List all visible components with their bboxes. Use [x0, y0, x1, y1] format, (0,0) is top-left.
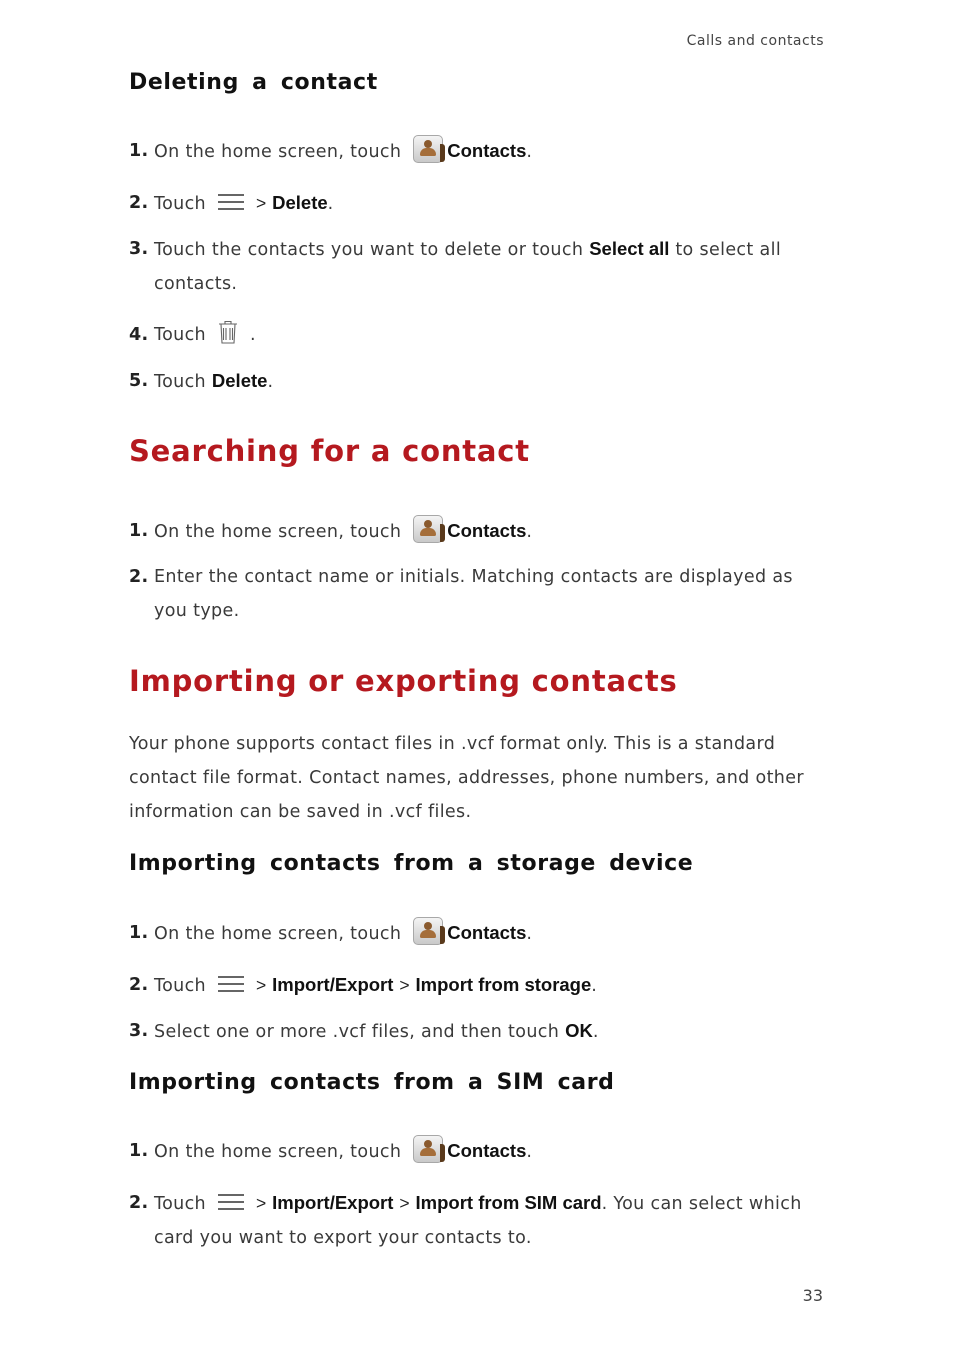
step-text: Touch — [154, 1194, 206, 1214]
step-number: 2. — [129, 193, 149, 213]
step-punct: . — [526, 142, 533, 162]
separator: > — [399, 975, 410, 995]
delete-label: Delete — [211, 370, 268, 391]
contacts-label: Contacts — [447, 922, 527, 943]
step-text: Touch — [154, 976, 206, 996]
step-number: 1. — [129, 1141, 149, 1161]
heading-import-sim: Importing contacts from a SIM card — [129, 1070, 615, 1095]
menu-icon — [218, 1192, 244, 1212]
contacts-app-icon — [413, 515, 443, 543]
step-number: 1. — [129, 521, 149, 541]
step-text: On the home screen, touch — [154, 142, 402, 162]
step-punct: . — [267, 372, 274, 392]
heading-searching-contact: Searching for a contact — [129, 434, 530, 468]
search-step-1 — [129, 514, 829, 549]
trash-icon — [218, 320, 238, 344]
import-from-sim-label: Import from SIM card — [415, 1192, 602, 1213]
step-number: 3. — [129, 1021, 149, 1041]
heading-import-storage: Importing contacts from a storage device — [129, 851, 694, 876]
step-text: . You can select which card you want to export your contacts to. — [154, 1194, 802, 1248]
contacts-app-icon — [413, 917, 443, 945]
step-text: Touch — [154, 325, 206, 345]
step-punct: . — [526, 1142, 533, 1162]
step-number: 3. — [129, 239, 149, 259]
step-number: 1. — [129, 923, 149, 943]
vcf-intro-paragraph: Your phone supports contact files in .vcf format only. This is a standard contact file format. Contact names, addresses, phone numbers, and other information can be saved in .vcf files. — [129, 734, 804, 822]
contacts-app-icon — [413, 1135, 443, 1163]
storage-step-2 — [129, 968, 829, 1003]
import-from-storage-label: Import from storage — [415, 974, 592, 995]
step-number: 2. — [129, 567, 149, 587]
step-punct: . — [327, 194, 334, 214]
step-text: Enter the contact name or initials. Matching contacts are displayed as you type. — [154, 567, 793, 621]
sim-step-1 — [129, 1134, 829, 1169]
import-export-label: Import/Export — [272, 974, 394, 995]
separator: > — [255, 193, 267, 213]
delete-step-5 — [129, 364, 829, 399]
step-text: Touch — [154, 372, 206, 392]
step-number: 2. — [129, 1193, 149, 1213]
step-punct: . — [526, 924, 533, 944]
contacts-label: Contacts — [447, 140, 527, 161]
delete-step-4 — [129, 318, 829, 352]
step-text: On the home screen, touch — [154, 1142, 402, 1162]
contacts-app-icon — [413, 135, 443, 163]
delete-step-1 — [129, 134, 829, 169]
step-punct: . — [526, 522, 533, 542]
menu-icon — [218, 974, 244, 994]
step-punct: . — [592, 1022, 599, 1042]
search-step-2 — [129, 560, 829, 628]
storage-step-3 — [129, 1014, 829, 1049]
separator: > — [399, 1193, 410, 1213]
separator: > — [255, 975, 267, 995]
step-number: 1. — [129, 141, 149, 161]
step-punct: . — [591, 976, 598, 996]
page-number: 33 — [802, 1286, 823, 1305]
step-text: On the home screen, touch — [154, 522, 402, 542]
select-all-label: Select all — [589, 238, 670, 259]
contacts-label: Contacts — [447, 1140, 527, 1161]
delete-label: Delete — [272, 192, 328, 213]
contacts-label: Contacts — [447, 520, 527, 541]
import-export-label: Import/Export — [272, 1192, 394, 1213]
step-text: to select all contacts. — [154, 240, 782, 294]
step-punct: . — [249, 325, 256, 345]
ok-label: OK — [565, 1020, 593, 1041]
step-number: 5. — [129, 371, 149, 391]
heading-deleting-contact: Deleting a contact — [129, 70, 378, 95]
storage-step-1 — [129, 916, 829, 951]
separator: > — [255, 1193, 267, 1213]
step-text: Touch the contacts you want to delete or touch — [154, 240, 584, 260]
delete-step-3 — [129, 232, 829, 301]
menu-icon — [218, 192, 244, 212]
step-text: Select one or more .vcf files, and then touch — [154, 1022, 560, 1042]
step-text: Touch — [154, 194, 206, 214]
step-number: 4. — [129, 325, 149, 345]
heading-importing-exporting: Importing or exporting contacts — [129, 664, 678, 698]
running-header: Calls and contacts — [686, 33, 824, 49]
sim-step-2 — [129, 1186, 829, 1255]
delete-step-2 — [129, 186, 829, 221]
step-number: 2. — [129, 975, 149, 995]
step-text: On the home screen, touch — [154, 924, 402, 944]
